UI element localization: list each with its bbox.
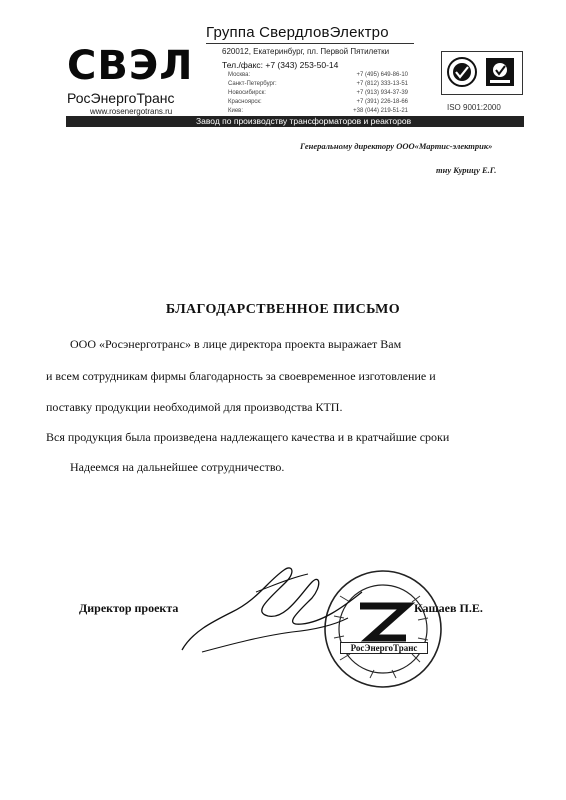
certification-icon	[442, 52, 522, 94]
banner-text: Завод по производству трансформаторов и реакторов	[196, 116, 412, 126]
letter-paragraph: и всем сотрудникам фирмы благодарность за своевременное изготовление и	[46, 369, 436, 383]
brand-name: РосЭнергоТранс	[67, 90, 175, 106]
letter-title: БЛАГОДАРСТВЕННОЕ ПИСЬМО	[165, 302, 401, 317]
company-phone: Тел./факс: +7 (343) 253-50-14	[222, 60, 339, 70]
letter-paragraph: поставку продукции необходимой для производства КТП.	[46, 400, 343, 414]
website-link[interactable]: www.rosenergotrans.ru	[90, 107, 173, 116]
company-logo: СВЭЛ	[67, 43, 194, 89]
city-phone-row: Новосибирск: +7 (913) 934-37-39	[228, 90, 408, 96]
handwritten-signature	[172, 552, 372, 662]
header-rule	[206, 43, 414, 44]
company-address: 620012, Екатеринбург, пл. Первой Пятилетки	[222, 47, 390, 56]
letter-paragraph: ООО «Росэнерготранс» в лице директора проекта выражает Вам	[70, 337, 402, 351]
city-phone-row: Санкт-Петербург: +7 (812) 333-13-51	[228, 81, 408, 87]
stamp-center-text: РосЭнергоТранс	[340, 642, 428, 654]
letter-paragraph: Надеемся на дальнейшее сотрудничество.	[70, 460, 285, 474]
city-phone-row: Киев: +38 (044) 219-51-21	[228, 108, 408, 114]
letter-paragraph: Вся продукция была произведена надлежащего качества и в кратчайшие сроки	[46, 430, 450, 444]
signatory-name: Кашаев П.Е.	[414, 601, 483, 615]
city-phone-list	[228, 71, 408, 116]
city-phone-row: Красноярск: +7 (391) 226-18-66	[228, 99, 408, 105]
addressee-line1: Генеральному директору ООО«Мартис-электрик»	[300, 141, 493, 151]
city-phone-row: Москва: +7 (495) 649-86-10	[228, 72, 408, 78]
certification-marks	[441, 51, 523, 95]
signatory-position: Директор проекта	[79, 601, 179, 615]
iso-certificate: ISO 9001:2000	[447, 103, 501, 112]
addressee-line2: тну Курицу Е.Г.	[436, 165, 497, 175]
group-title: Группа СвердловЭлектро	[206, 24, 389, 41]
